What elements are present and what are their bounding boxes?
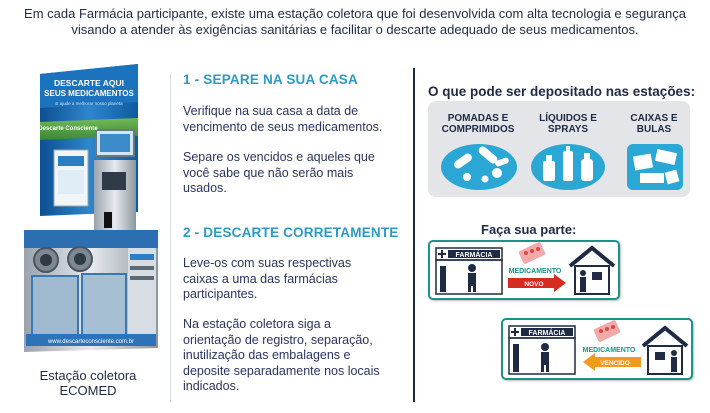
left-divider xyxy=(170,74,171,402)
category-liquidos-label xyxy=(528,113,608,135)
pills-icon xyxy=(439,143,519,191)
intro-line-1: Em cada Farmácia participante, existe uma estação coletora que foi desenvolvida com alta tecnologia e segurança xyxy=(24,6,686,21)
category-pomadas-line2: COMPRIMIDOS xyxy=(441,124,515,135)
expired-medicine-card xyxy=(501,318,693,380)
category-pomadas-line1: POMADAS E xyxy=(447,113,509,124)
intro-text xyxy=(0,6,710,38)
step-2-paragraph-1 xyxy=(183,256,395,303)
novo-label: NOVO xyxy=(524,281,544,288)
step-2-p2-line3: inutilização das embalagens e xyxy=(183,348,351,362)
step-2-p2-line5: indicados. xyxy=(183,379,240,393)
step-1-title: 1 - SEPARE NA SUA CASA xyxy=(183,72,358,87)
kiosk-caption-line2: ECOMED xyxy=(59,383,117,398)
bottles-icon xyxy=(529,143,607,191)
pharmacy-label-1: FARMÁCIA xyxy=(455,252,493,259)
pharmacy-label-2: FARMÁCIA xyxy=(528,330,566,337)
kiosk-url: www.descarteconsciente.com.br xyxy=(47,339,135,345)
category-pomadas-label xyxy=(434,113,522,135)
kiosk-banner-line2: SEUS MEDICAMENTOS xyxy=(44,89,134,98)
category-liquidos-line1: LÍQUIDOS E xyxy=(539,113,597,124)
step-2-p1-line1: Leve-os com suas respectivas xyxy=(183,256,352,270)
collection-station-image xyxy=(18,62,164,354)
step-1-paragraph-2 xyxy=(183,150,395,197)
category-caixas-label xyxy=(624,113,684,135)
boxes-icon xyxy=(626,143,684,191)
kiosk-banner-sub: E ajude a melhorar nosso planeta xyxy=(55,101,123,106)
step-2-p1-line3: participantes. xyxy=(183,287,258,301)
step-2-p1-line2: caixas a uma das farmácias xyxy=(183,271,338,286)
intro-line-2: visando a atender às exigências sanitárias e facilitar o descarte adequado de seus medicamentos. xyxy=(71,22,639,37)
step-2-p2-line4: deposite separadamente nos locais xyxy=(183,363,380,378)
medicamento-label-2: MEDICAMENTO xyxy=(582,347,636,354)
step-1-paragraph-1 xyxy=(183,104,395,135)
deposit-title: O que pode ser depositado nas estações: xyxy=(428,84,696,99)
step-1-p2-line2: você sabe que não serão mais xyxy=(183,165,354,180)
medicamento-label-1: MEDICAMENTO xyxy=(508,268,562,275)
step-2-title: 2 - DESCARTE CORRETAMENTE xyxy=(183,225,399,240)
new-medicine-card xyxy=(428,240,620,300)
kiosk-brand: Descarte Consciente xyxy=(38,126,98,132)
right-divider xyxy=(413,68,415,402)
faca-sua-parte-title: Faça sua parte: xyxy=(481,222,577,237)
pharmacy-to-home-illustration xyxy=(430,242,618,298)
kiosk-banner-line1: DESCARTE AQUI xyxy=(53,78,125,88)
step-2-paragraph-2 xyxy=(183,317,395,395)
step-1-p1-line1: Verifique na sua casa a data de xyxy=(183,104,359,118)
step-2-p2-line2: orientação de registro, separação, xyxy=(183,332,373,347)
deposit-categories-panel xyxy=(428,101,690,197)
category-caixas-line1: CAIXAS E xyxy=(630,113,678,124)
step-2-p2-line1: Na estação coletora siga a xyxy=(183,317,332,331)
kiosk-caption xyxy=(18,368,158,398)
step-1-p2-line3: usados. xyxy=(183,181,227,195)
step-1-p2-line1: Separe os vencidos e aqueles que xyxy=(183,150,375,164)
kiosk-caption-line1: Estação coletora xyxy=(39,368,137,383)
home-to-pharmacy-illustration xyxy=(503,320,691,378)
category-caixas-line2: BULAS xyxy=(636,124,672,135)
vencido-label: VENCIDO xyxy=(600,360,630,367)
category-liquidos-line2: SPRAYS xyxy=(547,124,589,135)
step-1-p1-line2: vencimento de seus medicamentos. xyxy=(183,119,383,134)
